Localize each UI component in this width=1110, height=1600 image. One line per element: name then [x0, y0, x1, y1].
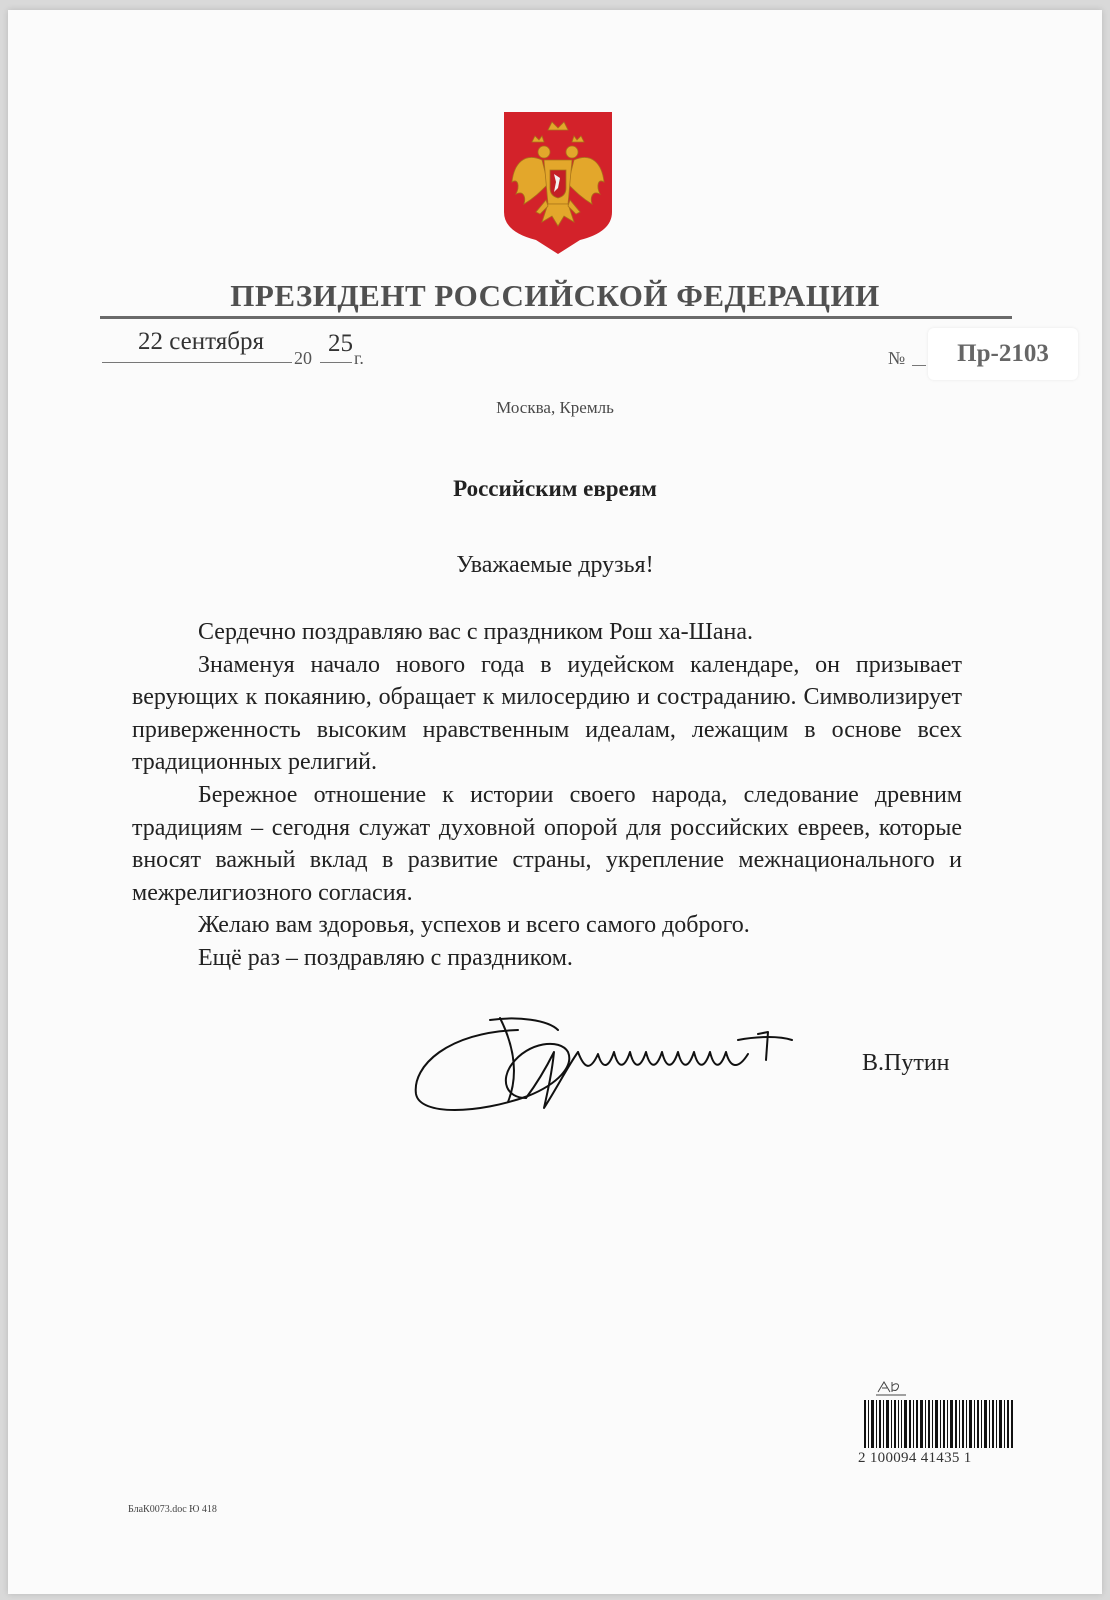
issuer-title: ПРЕЗИДЕНТ РОССИЙСКОЙ ФЕДЕРАЦИИ — [230, 278, 880, 313]
letter-paragraph: Знаменуя начало нового года в иудейском календаре, он призывает верующих к покаянию, обращает к милосердию и состраданию. Символизирует приверженность высоким нравственным идеалам, лежащим в основе всех традиционных религий. — [132, 651, 962, 776]
mint-mark-icon — [874, 1378, 908, 1398]
letter-paragraph: Бережное отношение к истории своего народа, следование древним традициям – сегодня служат духовной опорой для российских евреев, которые вносят важный вклад в развитие страны, укрепление межнационального и межрелигиозного согласия. — [132, 781, 962, 906]
document-number-label: № — [888, 348, 906, 368]
barcode-block — [858, 1378, 1018, 1478]
barcode-number: 2 100094 41435 1 — [858, 1450, 972, 1466]
header-divider — [100, 316, 1012, 319]
date-day-month: 22 сентября — [138, 328, 264, 355]
handwritten-signature — [408, 1012, 796, 1118]
coat-of-arms-emblem — [502, 108, 614, 256]
number-underline — [912, 365, 926, 366]
letter-body — [132, 616, 962, 975]
date-year-marker: г. — [354, 348, 364, 368]
signer-name: В.Путин — [862, 1050, 950, 1076]
barcode-icon — [864, 1400, 1014, 1448]
date-underline — [102, 362, 292, 363]
document-page — [8, 10, 1102, 1594]
place-of-issue: Москва, Кремль — [496, 398, 614, 417]
letter-addressee: Российским евреям — [453, 476, 657, 501]
form-code: БлаК0073.doc Ю 418 — [128, 1504, 217, 1515]
year-underline — [320, 362, 352, 363]
date-year-prefix: 20 — [294, 348, 312, 368]
letter-paragraph: Сердечно поздравляю вас с праздником Рош ха-Шана. — [198, 619, 754, 645]
letter-paragraph: Желаю вам здоровья, успехов и всего самого доброго. — [198, 912, 750, 939]
date-year-suffix: 25 — [328, 330, 353, 357]
letter-paragraph: Ещё раз – поздравляю с праздником. — [198, 944, 573, 971]
letter-salutation: Уважаемые друзья! — [456, 552, 654, 578]
document-number-stamp: Пр-2103 — [928, 328, 1078, 380]
